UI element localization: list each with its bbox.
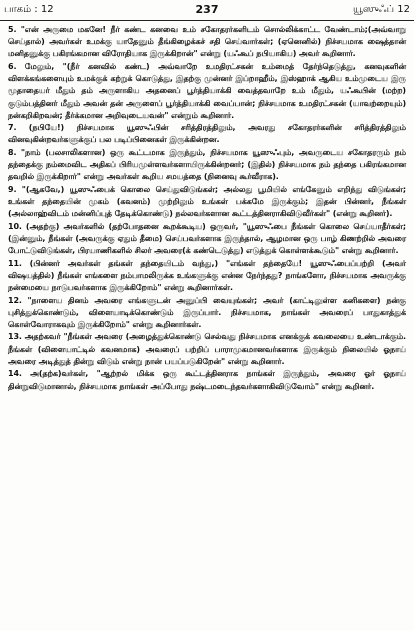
verse-5 xyxy=(8,24,406,61)
verse-number: 8. xyxy=(8,147,17,157)
verse-number: 10. xyxy=(8,221,22,231)
verse-text: (அதற்கு) அவர்களில் (தற்போதனை கூறக்கூடிய) ஒருவர், "யூஸுஃபை நீங்கள் கொலை செய்யாதீர்கள்; (இன்னும், நீங்கள் (அவருக்கு ஏதும் தீமை) செய்பவர்களாக இருந்தால், ஆழமான ஒரு பாழ் கிணற்றில் அவரை போட்டுவிடுங்கள், பிரயாணிகளில் சிலர் அவரை(க் கண்டெடுத்து) எடுத்துக் கொள்ளக்கூடும்" என்று கூறினார். xyxy=(8,221,406,256)
verse-8 xyxy=(8,147,406,184)
verse-7 xyxy=(8,122,406,146)
page-number: 237 xyxy=(195,3,219,16)
verse-14 xyxy=(8,368,406,392)
verse-text: "நாம் (பலசாலிகளான) ஒரு கூட்டமாக இருந்தும், நிச்சயமாக யூஸுஃபும், அவருடைய சகோதரரும் நம் தந்தைக்கு நம்மைவிட அதிகப் பிரியமுள்ளவர்களாயிருக்கின்றனர்; (இதில்) நிச்சயமாக நம் தந்தை பகிரங்கமான தவறில் இருக்கிறார்" என்று அவர்கள் கூறிய சமயத்தை (நினைவு கூர்வீராக). xyxy=(8,147,406,182)
verse-11 xyxy=(8,258,406,295)
verse-text: அ(தற்க)வர்கள், "ஆற்றல் மிக்க ஒரு கூட்டத்தினராக நாங்கள் இருந்தும், அவரை ஓர் ஓநாய் தின்றுவிடுமானால், நிச்சயமாக நாங்கள் அப்போது நஷ்டமடைந்தவர்களாகிவிடுவோம்" என்று கூறினர். xyxy=(8,369,406,391)
verse-text: (பின்னர் அவர்கள் தங்கள் தந்தையிடம் வந்து,) "எங்கள் தந்தையே! யூஸுஃபைப்பற்றி (அவர் விஷயத்தில்) நீங்கள் எங்களை நம்பாமலிருக்க உங்களுக்கு என்ன நேர்ந்தது? நாங்களோ, நிச்சயமாக அவருக்கு நன்மையை நாடுபவர்களாக இருக்கிறோம்" என்று கூறினார்கள். xyxy=(8,258,406,293)
verse-text: "என் அருமை மகனே! நீர் கண்ட கனவை உம் சகோதரர்களிடம் சொல்லிக்காட்ட வேண்டாம்;(அவ்வாறு செய்தால்) அவர்கள் உமக்கு யாதேனும் தீங்கிழைக்கச் சதி செய்வார்கள்; (ஏனெனில்) நிச்சயமாக ஷைத்தான் மனிதனுக்கு பகிரங்கமான விரோதியாக இருக்கிறான்" என்று (யஃகூப் நபியாகிய) அவர் கூறினார். xyxy=(8,25,406,59)
header-divider xyxy=(0,20,414,21)
page-body xyxy=(8,24,406,393)
header-part-label: பாகம் : 12 xyxy=(4,4,54,15)
verse-number: 12. xyxy=(8,295,22,305)
verse-12 xyxy=(8,295,406,332)
header-surah-label: யூஸுஃப் 12 xyxy=(352,4,410,15)
page-header xyxy=(0,0,414,20)
verse-number: 13. xyxy=(8,332,22,342)
verse-text: அதற்கவர் "நீங்கள் அவரை (அழைத்துக்கொண்டு செல்வது நிச்சயமாக எனக்குக் கவலையை உண்டாக்கும். நீங்கள் (விளையாட்டில் கவனமாக) அவரைப் பற்றிப் பாராமுகமானவர்களாக இருக்கும் நிலையில் ஓநாய் அவரை அடித்துத் தின்று விடும் என்று நான் பயப்படுகிறேன்" என்று கூறினார். xyxy=(8,332,406,366)
verse-9 xyxy=(8,184,406,221)
verse-number: 7. xyxy=(8,123,17,133)
verse-text: "நாளைய தினம் அவரை எங்களுடன் அனுப்பி வையுங்கள்; அவர் (காட்டிலுள்ள கனிகளை) நன்கு புசித்துக்கொண்டும், விளையாடிக்கொண்டும் இருப்பார். நிச்சயமாக, நாங்கள் அவரைப் பாதுகாத்துக் கொள்வோராகவும் இருக்கிறோம்" என்று கூறினார்கள். xyxy=(8,295,406,329)
verse-text: "(ஆகவே,) யூஸுஃபைக் கொலை செய்துவிடுங்கள்; அல்லது பூமியில் எங்கேனும் எறிந்து விடுங்கள்; உங்கள் தந்தையின் முகம் (கவனம்) முற்றிலும் உங்கள் பக்கமே இருக்கும்; இதன் பின்னர், நீங்கள் (அல்லாஹ்விடம் மன்னிப்புத் தேடிக்கொண்டு) நல்லவர்களான கூட்டத்தினராகிவிடுவீர்கள்" (என்று கூறினர்). xyxy=(8,184,407,219)
verse-number: 14. xyxy=(8,369,22,379)
verse-10 xyxy=(8,221,406,258)
verse-13 xyxy=(8,331,406,368)
verse-text: (நபியே!) நிச்சயமாக யூஸுஃபின் சரித்திரத்திலும், அவரது சகோதரர்களின் சரித்திரத்திலும் வினவுகின்றவர்களுக்குப் பல படிப்பினைகள் இருக்கின்றன. xyxy=(8,123,406,145)
verse-number: 5. xyxy=(8,25,17,34)
verse-number: 9. xyxy=(8,184,17,194)
verse-number: 6. xyxy=(8,61,17,71)
verse-6 xyxy=(8,61,406,122)
verse-text: மேலும், "(நீர் கனவில் கண்ட) அவ்வாறே உமதிரட்சகன் உம்மைத் தேர்ந்தெடுத்து, கனவுகளின் விளக்கங்களையும் உமக்குக் கற்றுக் கொடுத்து, இதற்கு முன்னர் இப்றாஹீம், இஸ்ஹாக் ஆகிய உம்முடைய இரு மூதாதையர் மீதும் தம் அருளாகிய அதனைப் பூர்த்தியாக்கி வைத்தவாறே உம் மீதும், யஃகூபின் (மற்ற) குடும்பத்தினர் மீதும் அவன் தன் அருளைப் பூர்த்தியாக்கி வைப்பான்; நிச்சயமாக உமதிரட்சகன் (யாவற்றையும்) நன்கறிகிறவன்; தீர்க்கமான அறிவுடையவன்" என்றும் கூறினார். xyxy=(8,61,406,120)
verse-number: 11. xyxy=(8,258,22,268)
